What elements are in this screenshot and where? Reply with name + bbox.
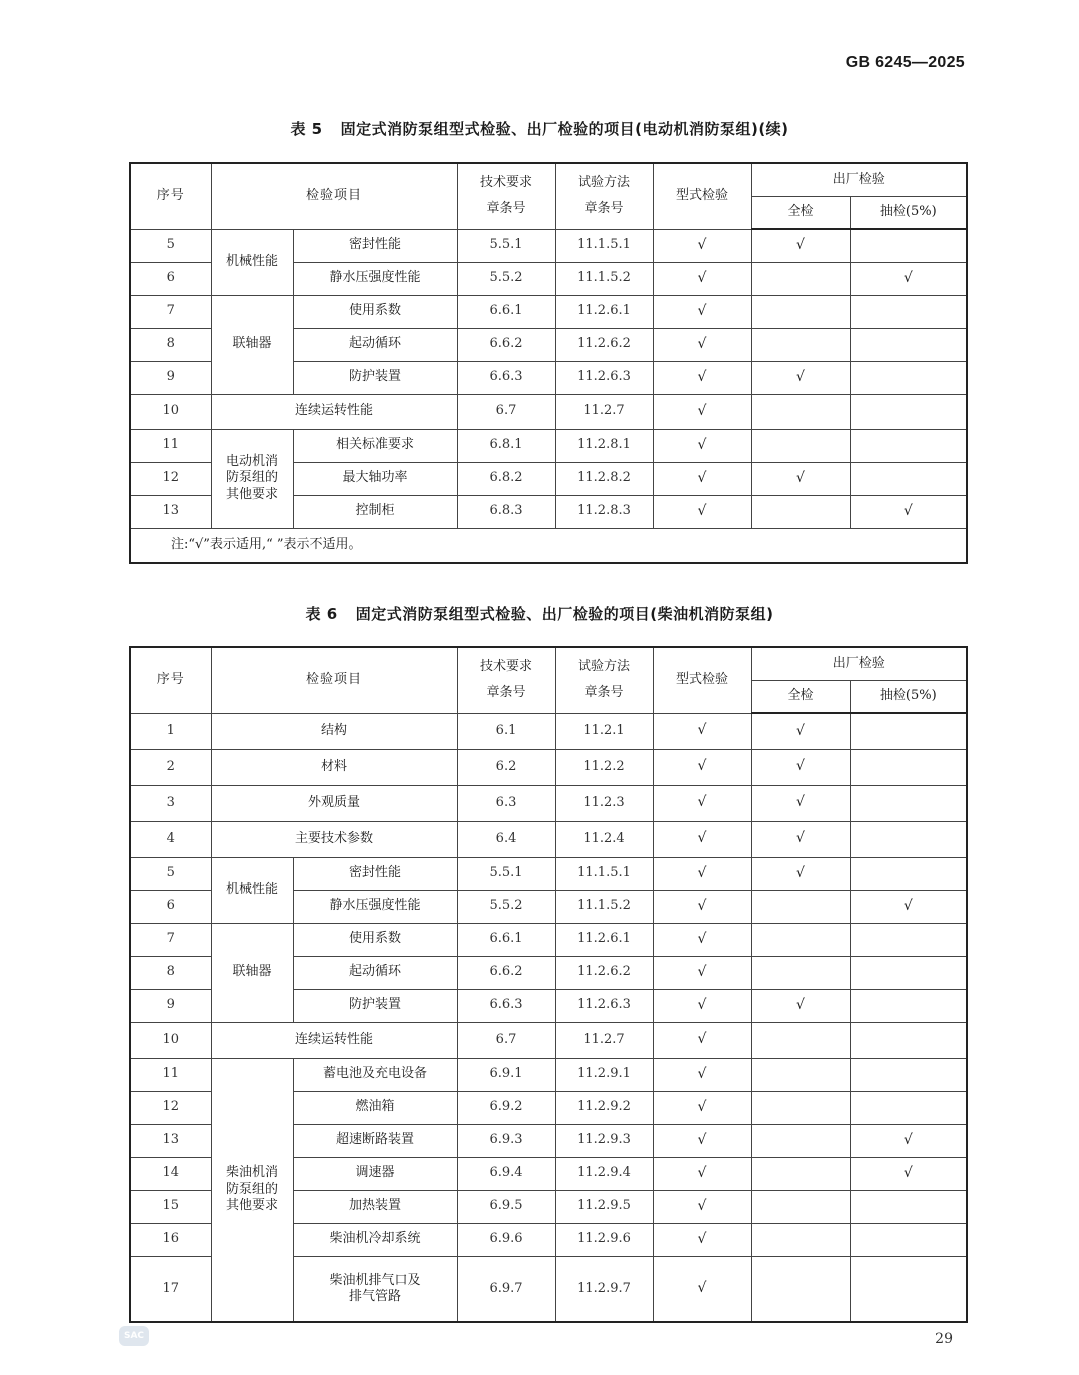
empty-cell xyxy=(751,1058,850,1091)
row-tech: 5.5.1 xyxy=(457,229,555,262)
row-item: 结构 xyxy=(211,713,457,749)
row-item: 材料 xyxy=(211,749,457,785)
row-seq: 5 xyxy=(130,857,211,890)
row-item-line1: 柴油机排气口及 xyxy=(329,1272,421,1288)
empty-cell xyxy=(850,749,967,785)
empty-cell xyxy=(850,923,967,956)
check-mark: √ xyxy=(751,821,850,857)
row-seq: 2 xyxy=(130,749,211,785)
check-mark: √ xyxy=(653,956,751,989)
check-mark: √ xyxy=(850,890,967,923)
table-row xyxy=(130,749,967,785)
row-item: 防护装置 xyxy=(293,989,457,1022)
row-tech: 6.1 xyxy=(457,713,555,749)
check-mark: √ xyxy=(653,1190,751,1223)
row-test: 11.2.8.2 xyxy=(555,462,653,495)
empty-cell xyxy=(850,229,967,262)
row-tech: 5.5.1 xyxy=(457,857,555,890)
check-mark: √ xyxy=(751,749,850,785)
check-mark: √ xyxy=(653,785,751,821)
check-mark: √ xyxy=(653,1058,751,1091)
check-mark: √ xyxy=(653,328,751,361)
header-test-line1: 试验方法 xyxy=(578,659,631,675)
row-tech: 6.6.1 xyxy=(457,923,555,956)
empty-cell xyxy=(850,713,967,749)
empty-cell xyxy=(850,785,967,821)
header-tech-line1: 技术要求 xyxy=(480,659,533,675)
row-item: 控制柜 xyxy=(293,495,457,528)
row-test: 11.2.7 xyxy=(555,1022,653,1058)
check-mark: √ xyxy=(653,821,751,857)
row-test: 11.2.9.5 xyxy=(555,1190,653,1223)
row-tech: 6.9.5 xyxy=(457,1190,555,1223)
row-tech: 6.6.2 xyxy=(457,328,555,361)
check-mark: √ xyxy=(751,462,850,495)
row-seq: 7 xyxy=(130,295,211,328)
table5-header-row xyxy=(130,163,967,196)
header-tech-line1: 技术要求 xyxy=(480,175,533,191)
empty-cell xyxy=(751,1022,850,1058)
group-coupling: 联轴器 xyxy=(211,923,293,1022)
table-row xyxy=(130,429,967,462)
row-tech: 6.6.2 xyxy=(457,956,555,989)
empty-cell xyxy=(751,1256,850,1322)
group-mechanical: 机械性能 xyxy=(211,857,293,923)
row-tech: 6.9.4 xyxy=(457,1157,555,1190)
table-row xyxy=(130,295,967,328)
check-mark: √ xyxy=(751,785,850,821)
table6-header-row xyxy=(130,647,967,680)
empty-cell xyxy=(850,956,967,989)
header-sample-check: 抽检(5%) xyxy=(850,196,967,229)
check-mark: √ xyxy=(653,989,751,1022)
header-tech-clause xyxy=(457,163,555,229)
table5-title: 固定式消防泵组型式检验、出厂检验的项目(电动机消防泵组)(续) xyxy=(340,120,789,138)
check-mark: √ xyxy=(653,749,751,785)
check-mark: √ xyxy=(653,1157,751,1190)
table-row xyxy=(130,821,967,857)
row-test: 11.2.8.3 xyxy=(555,495,653,528)
check-mark: √ xyxy=(751,361,850,394)
empty-cell xyxy=(850,394,967,429)
header-tech-line2: 章条号 xyxy=(486,201,526,217)
table5-caption xyxy=(0,118,1079,139)
row-tech: 6.2 xyxy=(457,749,555,785)
table-row xyxy=(130,857,967,890)
row-seq: 1 xyxy=(130,713,211,749)
header-tech-line2: 章条号 xyxy=(486,685,526,701)
header-test-line2: 章条号 xyxy=(584,685,624,701)
row-tech: 6.6.3 xyxy=(457,361,555,394)
row-tech: 5.5.2 xyxy=(457,890,555,923)
header-test-line2: 章条号 xyxy=(584,201,624,217)
header-factory-test: 出厂检验 xyxy=(751,163,967,196)
empty-cell xyxy=(751,495,850,528)
row-item: 连续运转性能 xyxy=(211,1022,457,1058)
header-type-test: 型式检验 xyxy=(653,163,751,229)
table-row xyxy=(130,229,967,262)
row-seq: 9 xyxy=(130,989,211,1022)
check-mark: √ xyxy=(653,1091,751,1124)
row-test: 11.2.9.4 xyxy=(555,1157,653,1190)
empty-cell xyxy=(751,295,850,328)
check-mark: √ xyxy=(653,295,751,328)
row-tech: 6.3 xyxy=(457,785,555,821)
row-test: 11.2.9.3 xyxy=(555,1124,653,1157)
empty-cell xyxy=(751,923,850,956)
row-seq: 7 xyxy=(130,923,211,956)
row-seq: 9 xyxy=(130,361,211,394)
group-electric-line1: 电动机消 xyxy=(225,454,278,470)
row-item: 蓄电池及充电设备 xyxy=(293,1058,457,1091)
row-tech: 6.7 xyxy=(457,1022,555,1058)
row-test: 11.2.6.1 xyxy=(555,295,653,328)
row-tech: 6.7 xyxy=(457,394,555,429)
row-seq: 15 xyxy=(130,1190,211,1223)
table-row xyxy=(130,923,967,956)
row-tech: 6.8.3 xyxy=(457,495,555,528)
row-item xyxy=(293,1256,457,1322)
empty-cell xyxy=(850,295,967,328)
sac-watermark-logo: SAC xyxy=(119,1326,149,1346)
row-tech: 6.6.1 xyxy=(457,295,555,328)
table6 xyxy=(129,646,968,1323)
empty-cell xyxy=(850,429,967,462)
row-test: 11.2.6.3 xyxy=(555,989,653,1022)
header-tech-clause xyxy=(457,647,555,713)
empty-cell xyxy=(751,1091,850,1124)
row-seq: 13 xyxy=(130,495,211,528)
row-test: 11.2.9.1 xyxy=(555,1058,653,1091)
row-tech: 6.8.2 xyxy=(457,462,555,495)
group-diesel-line1: 柴油机消 xyxy=(225,1165,278,1181)
row-test: 11.2.8.1 xyxy=(555,429,653,462)
row-item: 柴油机冷却系统 xyxy=(293,1223,457,1256)
table-row xyxy=(130,1022,967,1058)
row-test: 11.2.9.2 xyxy=(555,1091,653,1124)
check-mark: √ xyxy=(653,262,751,295)
row-test: 11.2.1 xyxy=(555,713,653,749)
table6-label: 表 6 xyxy=(305,605,338,623)
check-mark: √ xyxy=(653,1223,751,1256)
table-row xyxy=(130,713,967,749)
row-item: 起动循环 xyxy=(293,956,457,989)
empty-cell xyxy=(751,262,850,295)
row-seq: 17 xyxy=(130,1256,211,1322)
row-seq: 8 xyxy=(130,956,211,989)
check-mark: √ xyxy=(850,1157,967,1190)
row-tech: 6.8.1 xyxy=(457,429,555,462)
group-mechanical: 机械性能 xyxy=(211,229,293,295)
row-item: 相关标准要求 xyxy=(293,429,457,462)
check-mark: √ xyxy=(653,229,751,262)
row-item: 使用系数 xyxy=(293,923,457,956)
row-test: 11.2.4 xyxy=(555,821,653,857)
empty-cell xyxy=(850,989,967,1022)
group-coupling: 联轴器 xyxy=(211,295,293,394)
header-full-check: 全检 xyxy=(751,196,850,229)
row-tech: 6.9.1 xyxy=(457,1058,555,1091)
row-item: 防护装置 xyxy=(293,361,457,394)
header-sample-check: 抽检(5%) xyxy=(850,680,967,713)
row-test: 11.2.6.2 xyxy=(555,328,653,361)
header-test-clause xyxy=(555,163,653,229)
empty-cell xyxy=(850,1223,967,1256)
table5-label: 表 5 xyxy=(290,120,323,138)
check-mark: √ xyxy=(850,1124,967,1157)
row-test: 11.2.9.7 xyxy=(555,1256,653,1322)
table5-note: 注:“√”表示适用,“ ”表示不适用。 xyxy=(130,528,967,563)
check-mark: √ xyxy=(653,361,751,394)
row-tech: 6.9.6 xyxy=(457,1223,555,1256)
empty-cell xyxy=(850,361,967,394)
header-item: 检验项目 xyxy=(211,647,457,713)
check-mark: √ xyxy=(850,495,967,528)
row-item: 超速断路装置 xyxy=(293,1124,457,1157)
header-seq: 序号 xyxy=(130,647,211,713)
empty-cell xyxy=(751,956,850,989)
empty-cell xyxy=(850,857,967,890)
row-test: 11.1.5.2 xyxy=(555,262,653,295)
check-mark: √ xyxy=(751,857,850,890)
row-tech: 5.5.2 xyxy=(457,262,555,295)
empty-cell xyxy=(751,1124,850,1157)
group-electric-line2: 防泵组的 xyxy=(225,470,278,486)
row-test: 11.1.5.1 xyxy=(555,857,653,890)
row-seq: 3 xyxy=(130,785,211,821)
empty-cell xyxy=(850,328,967,361)
row-item: 使用系数 xyxy=(293,295,457,328)
check-mark: √ xyxy=(751,229,850,262)
check-mark: √ xyxy=(653,495,751,528)
empty-cell xyxy=(850,1256,967,1322)
header-full-check: 全检 xyxy=(751,680,850,713)
row-seq: 6 xyxy=(130,890,211,923)
check-mark: √ xyxy=(850,262,967,295)
check-mark: √ xyxy=(653,890,751,923)
row-test: 11.1.5.2 xyxy=(555,890,653,923)
header-factory-test: 出厂检验 xyxy=(751,647,967,680)
row-test: 11.2.6.1 xyxy=(555,923,653,956)
check-mark: √ xyxy=(751,713,850,749)
empty-cell xyxy=(751,429,850,462)
row-item: 外观质量 xyxy=(211,785,457,821)
row-item: 静水压强度性能 xyxy=(293,262,457,295)
row-test: 11.2.3 xyxy=(555,785,653,821)
empty-cell xyxy=(751,328,850,361)
check-mark: √ xyxy=(653,1256,751,1322)
row-test: 11.2.7 xyxy=(555,394,653,429)
row-tech: 6.6.3 xyxy=(457,989,555,1022)
table-row xyxy=(130,394,967,429)
check-mark: √ xyxy=(653,429,751,462)
table-row xyxy=(130,1058,967,1091)
group-electric-line3: 其他要求 xyxy=(225,486,278,502)
row-seq: 8 xyxy=(130,328,211,361)
row-item: 密封性能 xyxy=(293,229,457,262)
table5 xyxy=(129,162,968,564)
empty-cell xyxy=(850,462,967,495)
row-seq: 6 xyxy=(130,262,211,295)
header-item: 检验项目 xyxy=(211,163,457,229)
empty-cell xyxy=(751,1190,850,1223)
empty-cell xyxy=(850,1022,967,1058)
check-mark: √ xyxy=(653,713,751,749)
row-tech: 6.9.7 xyxy=(457,1256,555,1322)
empty-cell xyxy=(751,890,850,923)
group-diesel-line3: 其他要求 xyxy=(225,1197,278,1213)
row-item: 静水压强度性能 xyxy=(293,890,457,923)
check-mark: √ xyxy=(653,923,751,956)
row-test: 11.2.9.6 xyxy=(555,1223,653,1256)
row-tech: 6.9.2 xyxy=(457,1091,555,1124)
row-item: 密封性能 xyxy=(293,857,457,890)
table6-title: 固定式消防泵组型式检验、出厂检验的项目(柴油机消防泵组) xyxy=(355,605,774,623)
row-test: 11.2.2 xyxy=(555,749,653,785)
header-test-clause xyxy=(555,647,653,713)
table-row xyxy=(130,785,967,821)
empty-cell xyxy=(850,1058,967,1091)
header-test-line1: 试验方法 xyxy=(578,175,631,191)
page-number: 29 xyxy=(935,1331,953,1347)
group-electric xyxy=(211,429,293,528)
empty-cell xyxy=(751,1157,850,1190)
empty-cell xyxy=(850,1190,967,1223)
row-seq: 10 xyxy=(130,1022,211,1058)
row-test: 11.2.6.3 xyxy=(555,361,653,394)
row-seq: 14 xyxy=(130,1157,211,1190)
row-seq: 12 xyxy=(130,1091,211,1124)
row-seq: 12 xyxy=(130,462,211,495)
row-item: 主要技术参数 xyxy=(211,821,457,857)
row-seq: 5 xyxy=(130,229,211,262)
row-seq: 4 xyxy=(130,821,211,857)
row-item: 加热装置 xyxy=(293,1190,457,1223)
check-mark: √ xyxy=(653,857,751,890)
row-seq: 11 xyxy=(130,1058,211,1091)
check-mark: √ xyxy=(751,989,850,1022)
empty-cell xyxy=(850,1091,967,1124)
row-test: 11.2.6.2 xyxy=(555,956,653,989)
check-mark: √ xyxy=(653,462,751,495)
check-mark: √ xyxy=(653,394,751,429)
row-seq: 16 xyxy=(130,1223,211,1256)
row-seq: 13 xyxy=(130,1124,211,1157)
table5-note-row xyxy=(130,528,967,563)
row-tech: 6.9.3 xyxy=(457,1124,555,1157)
empty-cell xyxy=(751,1223,850,1256)
row-item: 连续运转性能 xyxy=(211,394,457,429)
empty-cell xyxy=(850,821,967,857)
row-item: 调速器 xyxy=(293,1157,457,1190)
row-tech: 6.4 xyxy=(457,821,555,857)
row-seq: 10 xyxy=(130,394,211,429)
row-item: 最大轴功率 xyxy=(293,462,457,495)
group-diesel-line2: 防泵组的 xyxy=(225,1181,278,1197)
group-diesel xyxy=(211,1058,293,1322)
row-item: 起动循环 xyxy=(293,328,457,361)
standard-number: GB 6245—2025 xyxy=(845,54,965,71)
header-seq: 序号 xyxy=(130,163,211,229)
row-item: 燃油箱 xyxy=(293,1091,457,1124)
row-seq: 11 xyxy=(130,429,211,462)
table6-caption xyxy=(0,603,1079,624)
check-mark: √ xyxy=(653,1124,751,1157)
empty-cell xyxy=(751,394,850,429)
check-mark: √ xyxy=(653,1022,751,1058)
header-type-test: 型式检验 xyxy=(653,647,751,713)
row-test: 11.1.5.1 xyxy=(555,229,653,262)
row-item-line2: 排气管路 xyxy=(349,1288,402,1304)
